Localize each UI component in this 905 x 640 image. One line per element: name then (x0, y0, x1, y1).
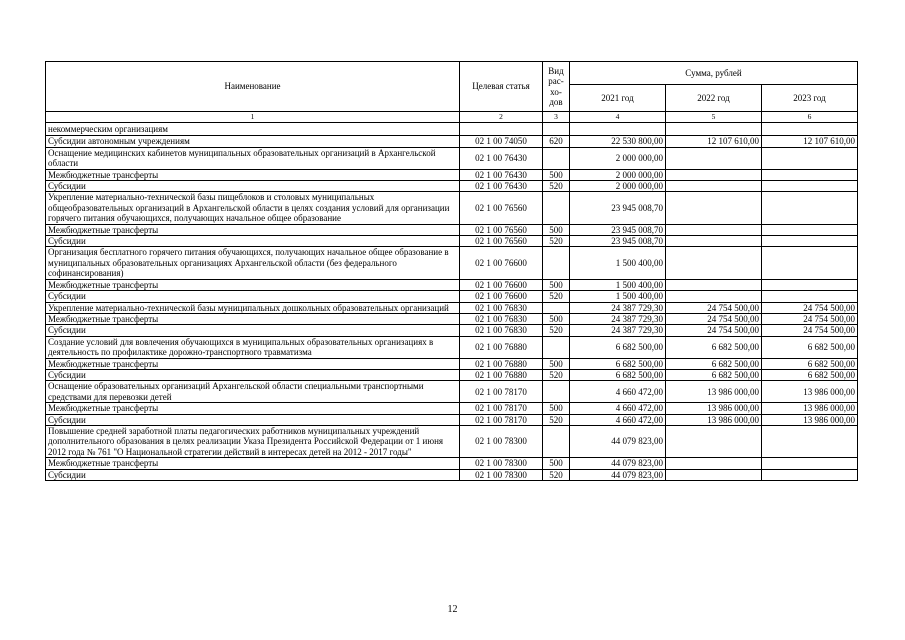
row-sum-2023: 24 754 500,00 (762, 325, 858, 336)
row-name: Межбюджетные трансферты (46, 458, 460, 469)
row-sum-2023 (762, 247, 858, 279)
table-row (46, 458, 858, 469)
row-sum-2021: 4 660 472,00 (570, 381, 666, 403)
row-name: Субсидии (46, 291, 460, 302)
row-type: 520 (543, 369, 570, 380)
row-sum-2022 (666, 291, 762, 302)
table-row (46, 279, 858, 290)
row-sum-2023: 13 986 000,00 (762, 381, 858, 403)
table-body (46, 123, 858, 481)
row-name: Межбюджетные трансферты (46, 224, 460, 235)
column-number: 4 (570, 112, 666, 123)
row-code: 02 1 00 78170 (460, 381, 543, 403)
table-row (46, 169, 858, 180)
table-row (46, 123, 858, 136)
row-sum-2023: 24 754 500,00 (762, 313, 858, 324)
row-type: 500 (543, 358, 570, 369)
row-code: 02 1 00 76830 (460, 313, 543, 324)
row-type: 500 (543, 403, 570, 414)
row-sum-2023 (762, 181, 858, 192)
row-name: Межбюджетные трансферты (46, 358, 460, 369)
row-name: некоммерческим организациям (46, 123, 460, 136)
row-sum-2021: 23 945 008,70 (570, 224, 666, 235)
row-sum-2021: 4 660 472,00 (570, 403, 666, 414)
row-sum-2022: 12 107 610,00 (666, 136, 762, 147)
header-year-2021: 2021 год (570, 85, 666, 112)
row-sum-2022 (666, 247, 762, 279)
row-sum-2022 (666, 458, 762, 469)
row-code: 02 1 00 76600 (460, 247, 543, 279)
row-sum-2022 (666, 469, 762, 480)
table-row (46, 425, 858, 457)
table-row (46, 236, 858, 247)
row-type: 500 (543, 224, 570, 235)
row-type (543, 302, 570, 313)
table-row (46, 302, 858, 313)
row-sum-2021: 24 387 729,30 (570, 302, 666, 313)
row-sum-2021: 2 000 000,00 (570, 169, 666, 180)
header-name: Наименование (46, 62, 460, 112)
row-name: Субсидии (46, 325, 460, 336)
row-name: Укрепление материально-технической базы пищеблоков и столовых муниципальных общеобразовательных организаций в Архангельской области в целях создания условий для организации горячего питания обучающихся, получающих начальное общее образование (46, 192, 460, 224)
row-sum-2021: 2 000 000,00 (570, 181, 666, 192)
row-sum-2022: 24 754 500,00 (666, 302, 762, 313)
row-name: Укрепление материально-технической базы муниципальных дошкольных образовательных организаций (46, 302, 460, 313)
row-code: 02 1 00 76880 (460, 336, 543, 358)
row-sum-2021: 2 000 000,00 (570, 147, 666, 169)
row-sum-2021: 22 530 800,00 (570, 136, 666, 147)
row-sum-2021: 6 682 500,00 (570, 358, 666, 369)
row-code: 02 1 00 76880 (460, 358, 543, 369)
row-sum-2023: 13 986 000,00 (762, 414, 858, 425)
row-name: Субсидии (46, 414, 460, 425)
row-type: 500 (543, 279, 570, 290)
row-sum-2023: 6 682 500,00 (762, 336, 858, 358)
row-sum-2021: 1 500 400,00 (570, 279, 666, 290)
column-number-row (46, 112, 858, 123)
row-sum-2022: 13 986 000,00 (666, 403, 762, 414)
row-code: 02 1 00 76600 (460, 291, 543, 302)
row-sum-2022: 13 986 000,00 (666, 381, 762, 403)
row-code: 02 1 00 76600 (460, 279, 543, 290)
row-type (543, 247, 570, 279)
column-number: 5 (666, 112, 762, 123)
column-number: 1 (46, 112, 460, 123)
row-sum-2022 (666, 224, 762, 235)
row-type: 500 (543, 458, 570, 469)
row-name: Повышение средней заработной платы педагогических работников муниципальных учреждений дополнительного образования в целях реализации Указа Президента Российской Федерации от 1 июня 2012 года № 761 "О Национальной стратегии действий в интересах детей на 2012 - 2017 годы" (46, 425, 460, 457)
table-row (46, 358, 858, 369)
row-sum-2022 (666, 123, 762, 136)
row-sum-2022 (666, 169, 762, 180)
row-sum-2023 (762, 279, 858, 290)
row-sum-2023 (762, 147, 858, 169)
column-number: 3 (543, 112, 570, 123)
table-row (46, 181, 858, 192)
row-sum-2022: 6 682 500,00 (666, 358, 762, 369)
row-sum-2022: 24 754 500,00 (666, 313, 762, 324)
row-sum-2021: 4 660 472,00 (570, 414, 666, 425)
row-code: 02 1 00 78170 (460, 414, 543, 425)
row-sum-2021: 44 079 823,00 (570, 458, 666, 469)
row-code: 02 1 00 76830 (460, 325, 543, 336)
column-number: 6 (762, 112, 858, 123)
row-sum-2021: 44 079 823,00 (570, 469, 666, 480)
row-sum-2023 (762, 192, 858, 224)
row-name: Межбюджетные трансферты (46, 279, 460, 290)
row-code: 02 1 00 74050 (460, 136, 543, 147)
table-row (46, 224, 858, 235)
row-name: Субсидии (46, 236, 460, 247)
row-name: Субсидии (46, 181, 460, 192)
row-sum-2023: 12 107 610,00 (762, 136, 858, 147)
table-row (46, 403, 858, 414)
row-sum-2021: 6 682 500,00 (570, 336, 666, 358)
table-row (46, 325, 858, 336)
header-type: Вид рас-хо-дов (543, 62, 570, 112)
row-sum-2021: 23 945 008,70 (570, 192, 666, 224)
table-row (46, 381, 858, 403)
row-sum-2022: 6 682 500,00 (666, 336, 762, 358)
row-type (543, 381, 570, 403)
row-type: 520 (543, 236, 570, 247)
budget-table (45, 61, 858, 481)
table-row (46, 336, 858, 358)
table-row (46, 414, 858, 425)
row-sum-2021: 44 079 823,00 (570, 425, 666, 457)
row-sum-2023 (762, 236, 858, 247)
row-code (460, 123, 543, 136)
row-sum-2022: 24 754 500,00 (666, 325, 762, 336)
row-sum-2021 (570, 123, 666, 136)
row-sum-2023 (762, 123, 858, 136)
row-type (543, 192, 570, 224)
row-code: 02 1 00 76560 (460, 192, 543, 224)
row-sum-2021: 1 500 400,00 (570, 247, 666, 279)
table-row (46, 247, 858, 279)
page-number: 12 (447, 604, 458, 615)
row-code: 02 1 00 78300 (460, 458, 543, 469)
row-sum-2021: 24 387 729,30 (570, 325, 666, 336)
row-sum-2021: 24 387 729,30 (570, 313, 666, 324)
row-name: Субсидии (46, 469, 460, 480)
table-row (46, 469, 858, 480)
row-name: Оснащение медицинских кабинетов муниципальных образовательных организаций в Архангельской области (46, 147, 460, 169)
header-code: Целевая статья (460, 62, 543, 112)
table-row (46, 313, 858, 324)
row-name: Межбюджетные трансферты (46, 169, 460, 180)
table-row (46, 136, 858, 147)
row-name: Межбюджетные трансферты (46, 403, 460, 414)
row-name: Субсидии (46, 369, 460, 380)
row-code: 02 1 00 76430 (460, 169, 543, 180)
row-name: Субсидии автономным учреждениям (46, 136, 460, 147)
row-sum-2023 (762, 224, 858, 235)
row-name: Межбюджетные трансферты (46, 313, 460, 324)
row-sum-2023 (762, 469, 858, 480)
header-year-2023: 2023 год (762, 85, 858, 112)
row-sum-2022 (666, 192, 762, 224)
row-type: 520 (543, 414, 570, 425)
row-code: 02 1 00 76880 (460, 369, 543, 380)
row-code: 02 1 00 78300 (460, 425, 543, 457)
table-row (46, 369, 858, 380)
row-type: 520 (543, 291, 570, 302)
row-sum-2022: 13 986 000,00 (666, 414, 762, 425)
row-sum-2022 (666, 181, 762, 192)
table-row (46, 291, 858, 302)
column-number: 2 (460, 112, 543, 123)
row-name: Организация бесплатного горячего питания обучающихся, получающих начальное общее образование в муниципальных образовательных организациях Архангельской области (без федерального софинансирования) (46, 247, 460, 279)
row-code: 02 1 00 76430 (460, 181, 543, 192)
row-type: 620 (543, 136, 570, 147)
row-code: 02 1 00 76430 (460, 147, 543, 169)
row-sum-2023: 13 986 000,00 (762, 403, 858, 414)
row-code: 02 1 00 76560 (460, 236, 543, 247)
row-sum-2023 (762, 458, 858, 469)
header-year-2022: 2022 год (666, 85, 762, 112)
row-sum-2022 (666, 147, 762, 169)
row-sum-2021: 23 945 008,70 (570, 236, 666, 247)
row-sum-2023: 6 682 500,00 (762, 358, 858, 369)
row-type (543, 147, 570, 169)
row-sum-2022 (666, 236, 762, 247)
header-sum: Сумма, рублей (570, 62, 858, 85)
row-sum-2023 (762, 425, 858, 457)
row-sum-2022 (666, 279, 762, 290)
row-type: 520 (543, 325, 570, 336)
row-sum-2023: 24 754 500,00 (762, 302, 858, 313)
row-type: 520 (543, 181, 570, 192)
row-code: 02 1 00 78300 (460, 469, 543, 480)
row-sum-2022 (666, 425, 762, 457)
row-code: 02 1 00 78170 (460, 403, 543, 414)
row-code: 02 1 00 76560 (460, 224, 543, 235)
table-row (46, 147, 858, 169)
row-name: Создание условий для вовлечения обучающихся в муниципальных образовательных организациях в деятельность по профилактике дорожно-транспортного травматизма (46, 336, 460, 358)
row-type (543, 123, 570, 136)
row-sum-2021: 1 500 400,00 (570, 291, 666, 302)
table-row (46, 192, 858, 224)
row-sum-2023: 6 682 500,00 (762, 369, 858, 380)
row-name: Оснащение образовательных организаций Архангельской области специальными транспортными средствами для перевозки детей (46, 381, 460, 403)
row-type (543, 336, 570, 358)
row-type: 520 (543, 469, 570, 480)
row-sum-2021: 6 682 500,00 (570, 369, 666, 380)
row-type (543, 425, 570, 457)
row-sum-2023 (762, 291, 858, 302)
row-type: 500 (543, 313, 570, 324)
row-sum-2022: 6 682 500,00 (666, 369, 762, 380)
row-code: 02 1 00 76830 (460, 302, 543, 313)
row-type: 500 (543, 169, 570, 180)
row-sum-2023 (762, 169, 858, 180)
